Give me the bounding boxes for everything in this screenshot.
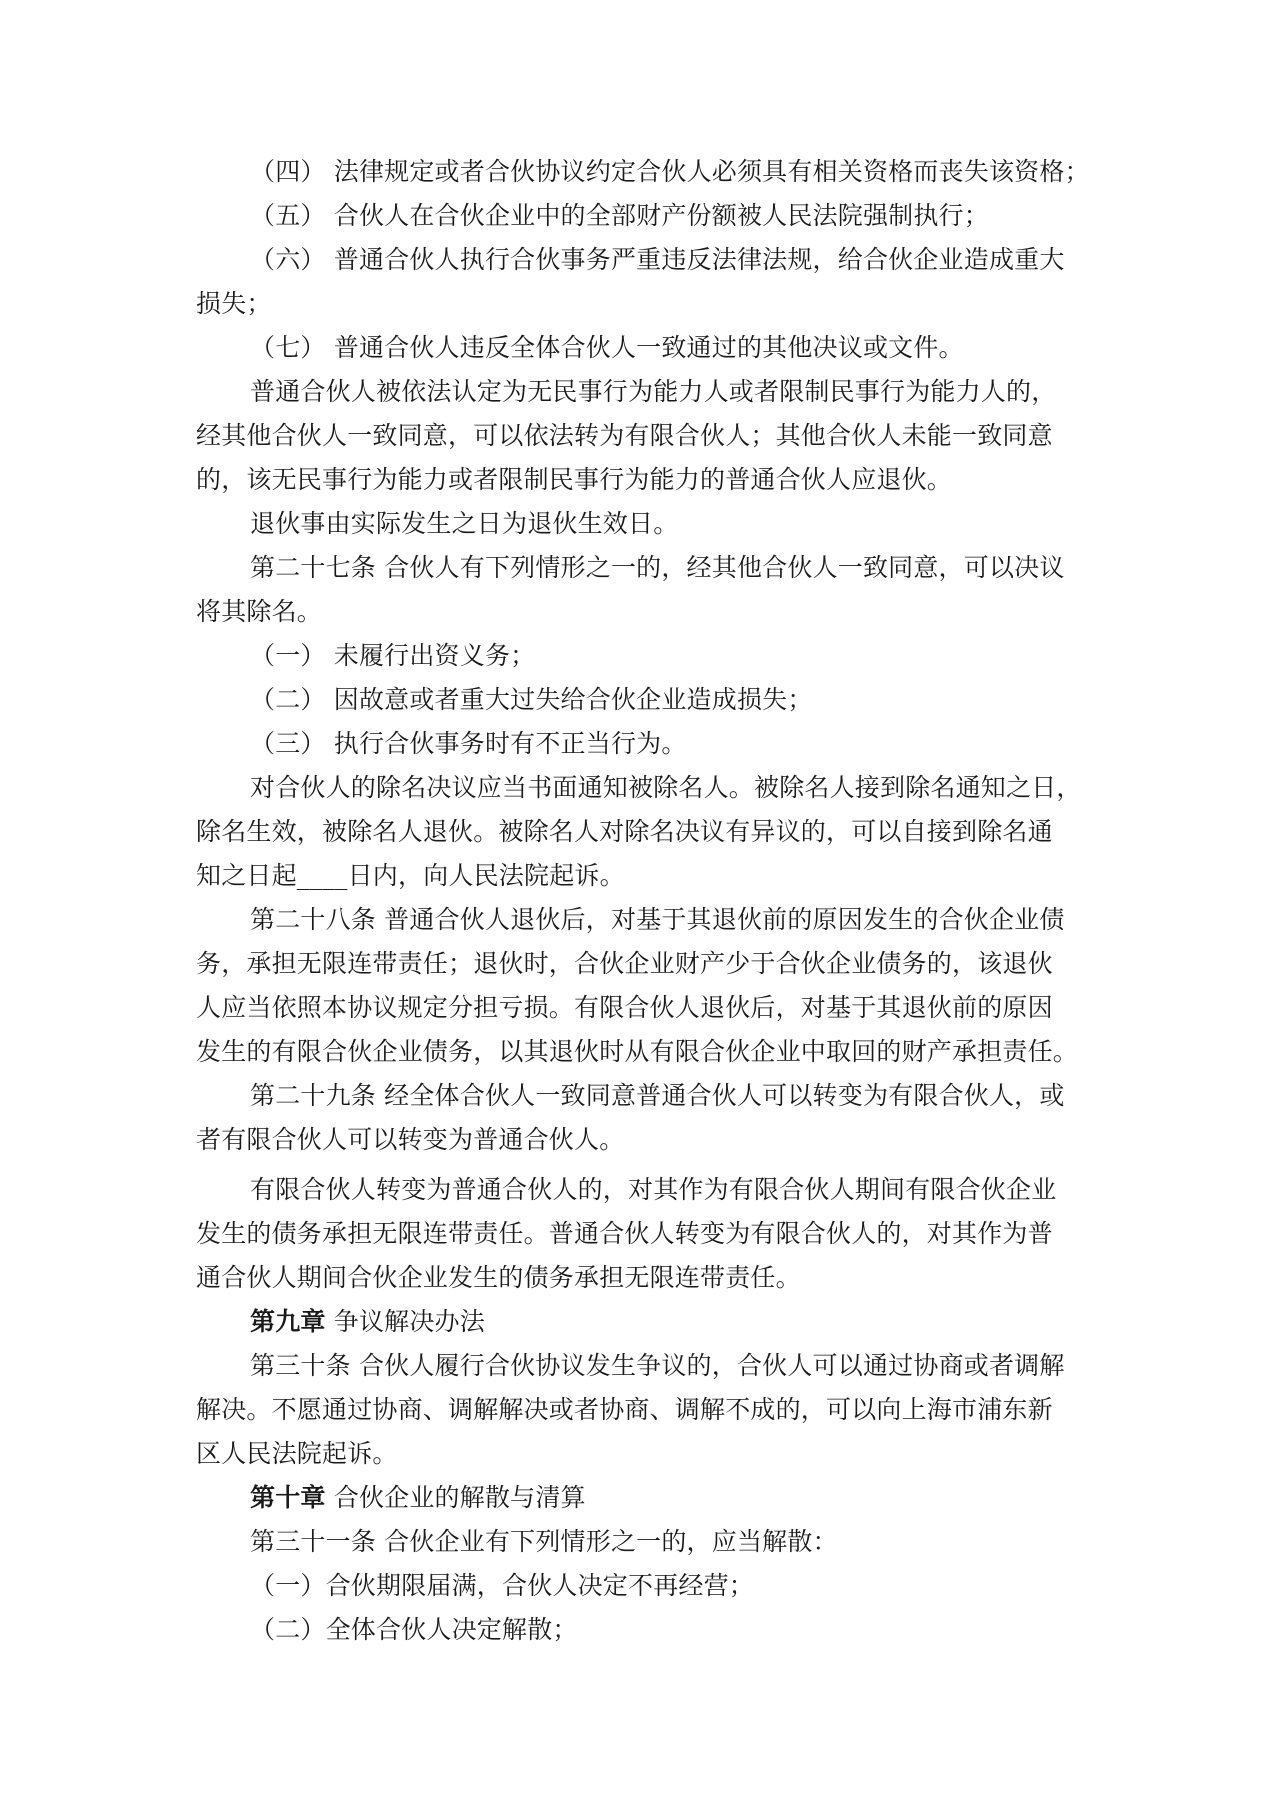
article-28: 第二十八条 普通合伙人退伙后，对基于其退伙前的原因发生的合伙企业债 [250, 905, 1065, 934]
article-30-cont: 解决。不愿通过协商、调解解决或者协商、调解不成的，可以向上海市浦东新 [196, 1395, 1053, 1424]
article-27-item-2: （二） 因故意或者重大过失给合伙企业造成损失； [250, 685, 813, 714]
chapter-9-number: 第九章 [250, 1307, 326, 1336]
chapter-9-heading [196, 1300, 1088, 1344]
paragraph-line: 普通合伙人被依法认定为无民事行为能力人或者限制民事行为能力人的， [250, 377, 1057, 406]
clause-item-7: （七） 普通合伙人违反全体合伙人一致通过的其他决议或文件。 [250, 333, 964, 362]
chapter-9-title: 争议解决办法 [325, 1307, 485, 1336]
article-29: 第二十九条 经全体合伙人一致同意普通合伙人可以转变为有限合伙人，或 [250, 1081, 1065, 1110]
paragraph-line: 有限合伙人转变为普通合伙人的，对其作为有限合伙人期间有限合伙企业 [250, 1175, 1057, 1204]
article-28-cont: 人应当依照本协议规定分担亏损。有限合伙人退伙后，对基于其退伙前的原因 [196, 993, 1053, 1022]
article-29-cont: 者有限合伙人可以转变为普通合伙人。 [196, 1125, 625, 1154]
chapter-10-title: 合伙企业的解散与清算 [325, 1483, 586, 1512]
article-31-item-2: （二）全体合伙人决定解散； [250, 1615, 578, 1644]
article-27-item-3: （三） 执行合伙事务时有不正当行为。 [250, 729, 687, 758]
clause-item-5: （五） 合伙人在合伙企业中的全部财产份额被人民法院强制执行； [250, 201, 989, 230]
paragraph-line: 退伙事由实际发生之日为退伙生效日。 [250, 509, 679, 538]
article-28-cont: 务，承担无限连带责任；退伙时，合伙企业财产少于合伙企业债务的，该退伙 [196, 949, 1053, 978]
chapter-10-number: 第十章 [250, 1483, 326, 1512]
article-31-item-1: （一）合伙期限届满，合伙人决定不再经营； [250, 1571, 755, 1600]
clause-item-4: （四） 法律规定或者合伙协议约定合伙人必须具有相关资格而丧失该资格； [250, 157, 1090, 186]
article-27-cont: 将其除名。 [196, 597, 323, 626]
article-27: 第二十七条 合伙人有下列情形之一的，经其他合伙人一致同意，可以决议 [250, 553, 1065, 582]
clause-item-6: （六） 普通合伙人执行合伙事务严重违反法律法规，给合伙企业造成重大 [250, 245, 1065, 274]
article-30: 第三十条 合伙人履行合伙协议发生争议的，合伙人可以通过协商或者调解 [250, 1351, 1065, 1380]
article-27-item-1: （一） 未履行出资义务； [250, 641, 536, 670]
article-31: 第三十一条 合伙企业有下列情形之一的，应当解散： [250, 1527, 838, 1556]
clause-item-6-cont: 损失； [196, 289, 272, 318]
paragraph-line: 对合伙人的除名决议应当书面通知被除名人。被除名人接到除名通知之日， [250, 773, 1082, 802]
paragraph-line: 发生的债务承担无限连带责任。普通合伙人转变为有限合伙人的，对其作为普 [196, 1219, 1053, 1248]
article-30-cont: 区人民法院起诉。 [196, 1439, 398, 1468]
paragraph-line: 除名生效，被除名人退伙。被除名人对除名决议有异议的，可以自接到除名通 [196, 817, 1053, 846]
paragraph-line: 知之日起____日内，向人民法院起诉。 [196, 861, 625, 890]
document-body [196, 150, 1088, 1652]
paragraph-line: 通合伙人期间合伙企业发生的债务承担无限连带责任。 [196, 1263, 801, 1292]
article-28-cont: 发生的有限合伙企业债务，以其退伙时从有限合伙企业中取回的财产承担责任。 [196, 1037, 1079, 1066]
chapter-10-heading [196, 1476, 1088, 1520]
paragraph-line: 的，该无民事行为能力或者限制民事行为能力的普通合伙人应退伙。 [196, 465, 953, 494]
paragraph-line: 经其他合伙人一致同意，可以依法转为有限合伙人；其他合伙人未能一致同意 [196, 421, 1053, 450]
